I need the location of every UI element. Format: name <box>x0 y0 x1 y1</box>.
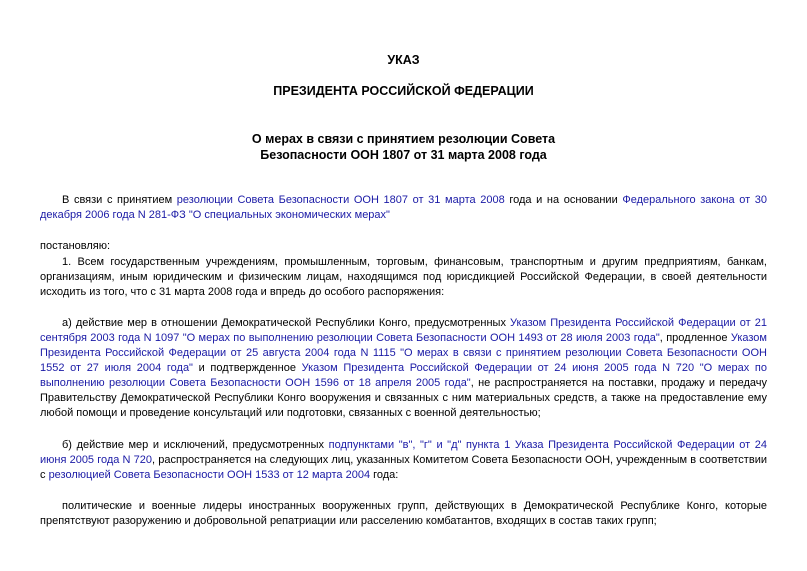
resolution-1807-link[interactable]: резолюции Совета Безопасности ООН 1807 от 31 марта 2008 <box>176 194 505 206</box>
decree-720-link[interactable]: Указом Президента Российской Федерации от 24 июня 2005 года N 720 "О мерах по выполнению резолюции Совета Безопасности ООН 1596 от 18 апреля 2005 года" <box>40 362 767 389</box>
paragraph-1: 1. Всем государственным учреждениям, промышленным, торговым, финансовым, транспортным и другим предприятиям, банкам, организациям, иным юридическим и физическим лицам, находящимся под юрисдикцией Российской Федерации, в своей деятельности исходить из того, что с 31 марта 2008 года и впредь до особого распоряжения: <box>40 256 767 298</box>
subparagraph-b: б) действие мер и исключений, предусмотренных подпунктами "в", "г" и "д" пункта 1 Указа Президента Российской Федерации от 24 июня 2005 года N 720, распространяется на следующих лиц, указанных Комитетом Совета Безопасности ООН, учрежденным в соответствии с резолюцией Совета Безопасности ООН 1533 от 12 марта 2004 года: <box>40 439 767 481</box>
subparagraph-a: а) действие мер в отношении Демократической Республики Конго, предусмотренных Указом Президента Российской Федерации от 21 сентября 2003 года N 1097 "О мерах по выполнению резолюции Совета Безопасности ООН 1493 от 28 июля 2003 года", продленное Указом Президента Российской Федерации от 25 августа 2004 года N 1115 "О мерах в связи с принятием резолюции Совета Безопасности ООН 1552 от 27 июля 2004 года" и подтвержденное Указом Президента Российской Федерации от 24 июня 2005 года N 720 "О мерах по выполнению резолюции Совета Безопасности ООН 1596 от 18 апреля 2005 года", не распространяется на поставки, продажу и передачу Правительству Демократической Республики Конго вооружения и связанных с ним материальных средств, а также на предоставление ему любой помощи и проведение консультаций или подготовки, связанных с военной деятельностью; <box>40 317 767 419</box>
federal-law-281-link[interactable]: Федерального закона от 30 декабря 2006 года N 281-ФЗ "О специальных экономических мерах" <box>40 194 768 221</box>
decree-1097-link[interactable]: Указом Президента Российской Федерации от 21 сентября 2003 года N 1097 "О мерах по выполнению резолюции Совета Безопасности ООН 1493 от 28 июля 2003 года" <box>40 317 767 344</box>
subject-title-line2: Безопасности ООН 1807 от 31 марта 2008 года <box>260 148 547 162</box>
resolution-1533-link[interactable]: резолюцией Совета Безопасности ООН 1533 от 12 марта 2004 <box>48 469 371 481</box>
issuer-title: ПРЕЗИДЕНТА РОССИЙСКОЙ ФЕДЕРАЦИИ <box>273 84 534 98</box>
intro-paragraph: В связи с принятием резолюции Совета Безопасности ООН 1807 от 31 марта 2008 года и на основании Федерального закона от 30 декабря 2006 года N 281-ФЗ "О специальных экономических мерах" <box>40 194 768 221</box>
decree-720-subparagraphs-link[interactable]: подпунктами "в", "г" и "д" пункта 1 Указа Президента Российской Федерации от 24 июня 2005 года N 720 <box>40 439 767 466</box>
resolve-word: постановляю: <box>40 240 111 252</box>
decree-title: УКАЗ <box>387 53 420 67</box>
subject-title-line1: О мерах в связи с принятием резолюции Совета <box>251 132 556 146</box>
decree-1115-link[interactable]: Указом Президента Российской Федерации от 25 августа 2004 года N 1115 "О мерах в связи с принятием резолюции Совета Безопасности ООН 1552 от 27 июля 2004 года" <box>40 332 767 374</box>
subparagraph-b-item: политические и военные лидеры иностранных вооруженных групп, действующих в Демократической Республике Конго, которые препятствуют разоружению и добровольной репатриации или расселению комбатантов, входящих в состав таких групп; <box>40 500 767 527</box>
